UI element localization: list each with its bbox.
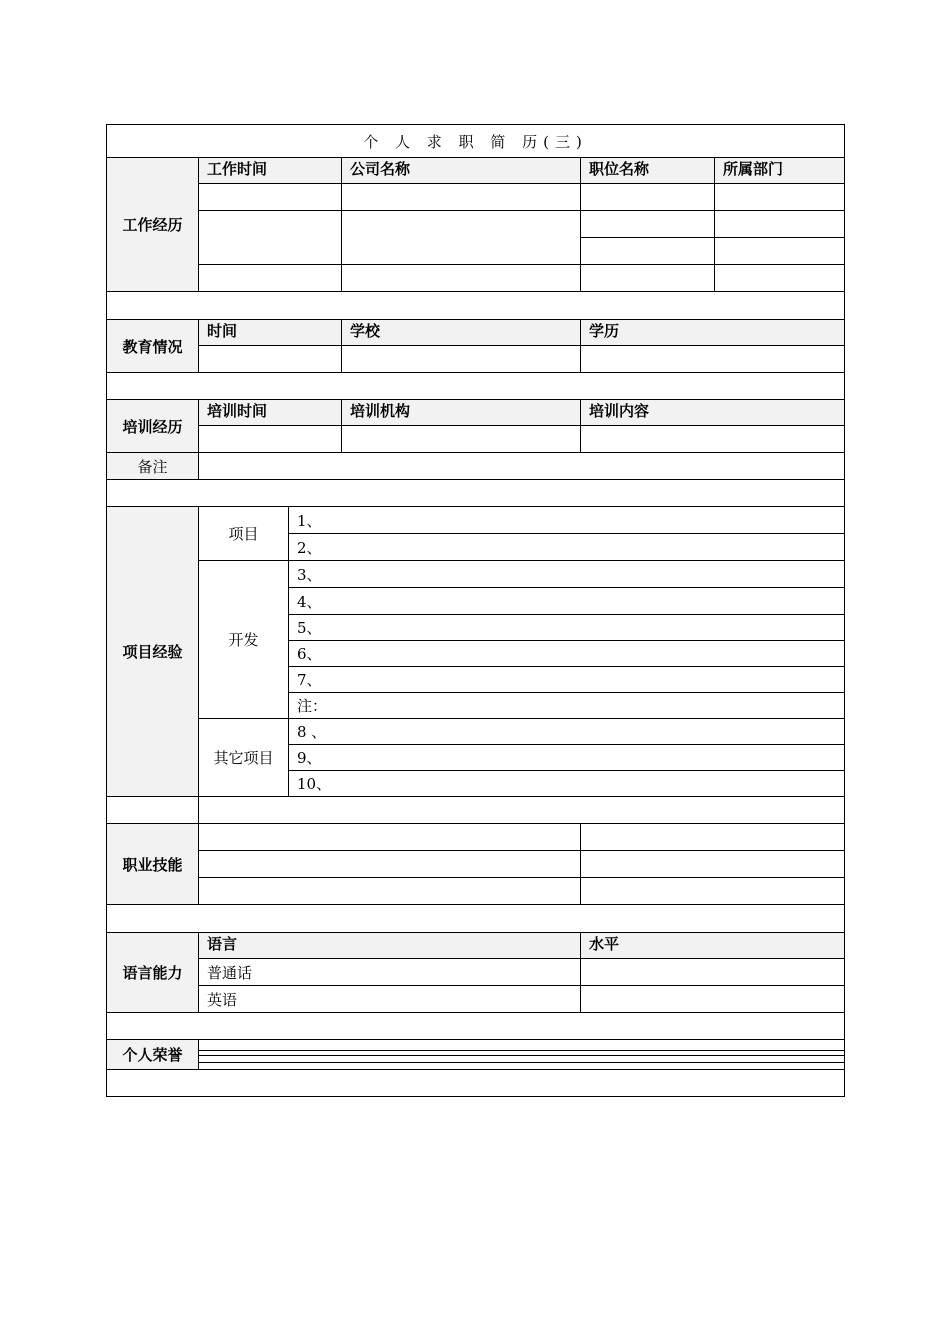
work-cell[interactable] [715,265,845,292]
project-item[interactable]: 5、 [289,615,845,641]
project-item[interactable]: 6、 [289,641,845,667]
honor-cell[interactable] [199,1063,845,1070]
work-cell[interactable] [715,238,845,265]
language-name: 英语 [199,986,581,1013]
work-cell[interactable] [581,184,715,211]
training-cell[interactable] [342,426,581,453]
project-group-other: 其它项目 [199,719,289,797]
honors-section-label: 个人荣誉 [107,1040,199,1070]
spacer-row [107,373,845,400]
projects-section-label: 项目经验 [107,507,199,797]
project-item[interactable]: 4、 [289,588,845,615]
project-item[interactable]: 8 、 [289,719,845,745]
language-level-cell[interactable] [581,959,845,986]
spacer-cell [199,797,845,824]
training-header-content: 培训内容 [581,400,845,426]
training-header-time: 培训时间 [199,400,342,426]
education-header-degree: 学历 [581,320,845,346]
language-header-level: 水平 [581,933,845,959]
honor-cell[interactable] [199,1040,845,1051]
skill-cell[interactable] [581,824,845,851]
training-header-institution: 培训机构 [342,400,581,426]
project-item[interactable]: 7、 [289,667,845,693]
spacer-row [107,292,845,320]
training-cell[interactable] [199,426,342,453]
education-header-school: 学校 [342,320,581,346]
work-cell[interactable] [342,211,581,265]
work-cell[interactable] [199,265,342,292]
work-header-time: 工作时间 [199,158,342,184]
skills-section-label: 职业技能 [107,824,199,905]
project-item[interactable]: 9、 [289,745,845,771]
work-cell[interactable] [199,184,342,211]
spacer-row [107,905,845,933]
project-note[interactable]: 注： [289,693,845,719]
language-name: 普通话 [199,959,581,986]
remark-label: 备注 [107,453,199,480]
honor-cell[interactable] [199,1056,845,1063]
project-group-development: 开发 [199,561,289,719]
education-section-label: 教育情况 [107,320,199,373]
work-cell[interactable] [715,211,845,238]
project-group-project: 项目 [199,507,289,561]
language-section-label: 语言能力 [107,933,199,1013]
work-cell[interactable] [581,265,715,292]
skill-cell[interactable] [199,851,581,878]
skill-cell[interactable] [581,878,845,905]
project-item[interactable]: 1、 [289,507,845,534]
work-header-department: 所属部门 [715,158,845,184]
resume-table [106,124,845,1097]
skill-cell[interactable] [199,878,581,905]
project-item[interactable]: 2、 [289,534,845,561]
work-section-label: 工作经历 [107,158,199,292]
language-header-language: 语言 [199,933,581,959]
work-cell[interactable] [342,184,581,211]
spacer-cell [107,797,199,824]
education-cell[interactable] [199,346,342,373]
spacer-row [107,1070,845,1097]
project-item[interactable]: 3、 [289,561,845,588]
work-cell[interactable] [581,211,715,238]
resume-title: 个 人 求 职 简 历(三) [107,125,845,158]
training-cell[interactable] [581,426,845,453]
education-cell[interactable] [342,346,581,373]
education-cell[interactable] [581,346,845,373]
work-cell[interactable] [199,211,342,265]
spacer-row [107,480,845,507]
skill-cell[interactable] [199,824,581,851]
training-section-label: 培训经历 [107,400,199,453]
spacer-row [107,1013,845,1040]
education-header-time: 时间 [199,320,342,346]
work-cell[interactable] [715,184,845,211]
work-cell[interactable] [581,238,715,265]
project-item[interactable]: 10、 [289,771,845,797]
language-level-cell[interactable] [581,986,845,1013]
skill-cell[interactable] [581,851,845,878]
work-header-position: 职位名称 [581,158,715,184]
work-header-company: 公司名称 [342,158,581,184]
work-cell[interactable] [342,265,581,292]
remark-cell[interactable] [199,453,845,480]
